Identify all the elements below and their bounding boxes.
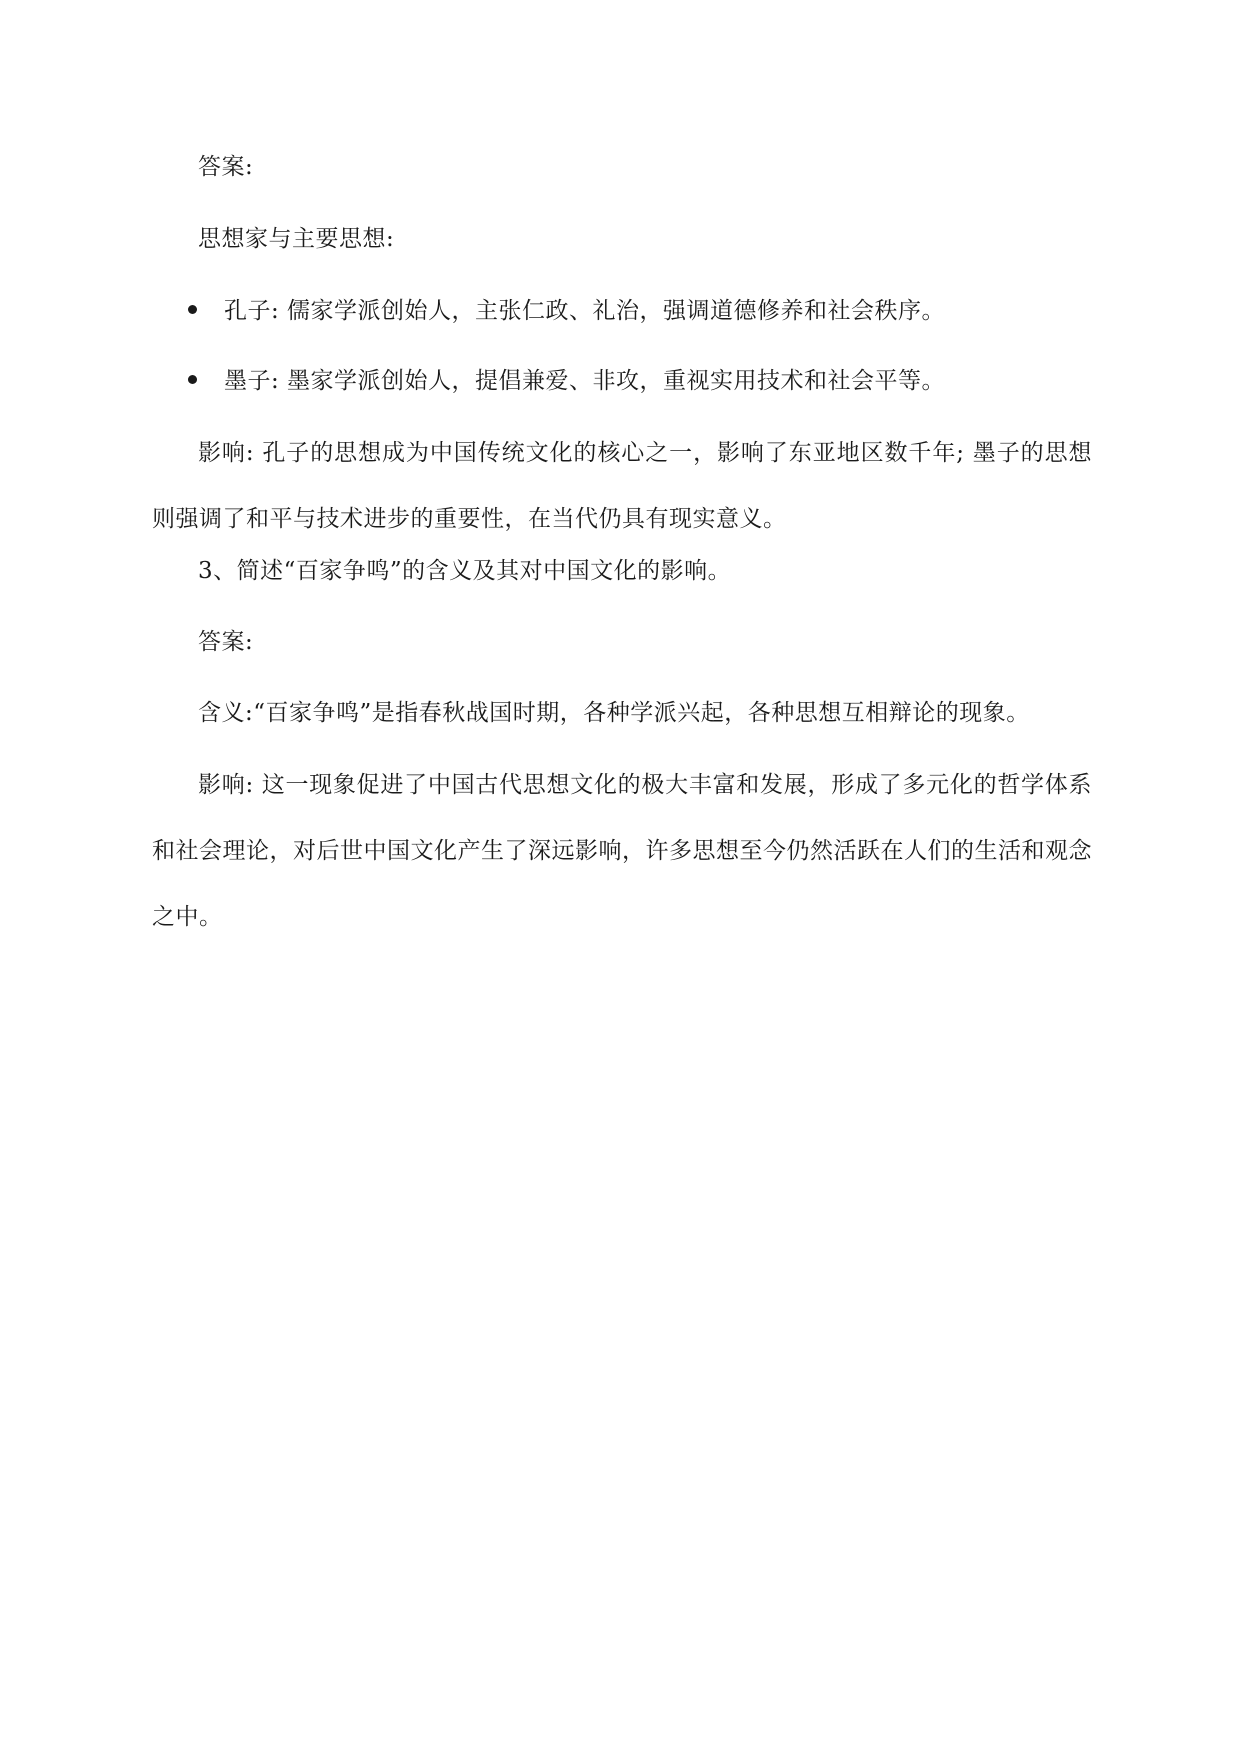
influence-paragraph: 影响: 孔子的思想成为中国传统文化的核心之一，影响了东亚地区数千年; 墨子的思想则强调了和平与技术进步的重要性，在当代仍具有现实意义。 [152,440,1092,532]
list-item-text: 墨子: 墨家学派创始人，提倡兼爱、非攻，重视实用技术和社会平等。 [224,368,946,394]
thinkers-heading: 思想家与主要思想: [198,226,395,252]
question-3: 3、简述“百家争鸣”的含义及其对中国文化的影响。 [198,558,732,584]
list-item-text: 孔子: 儒家学派创始人，主张仁政、礼治，强调道德修养和社会秩序。 [224,298,946,324]
answer-label: 答案: [198,154,254,180]
bullet-icon [188,375,197,384]
answer-label: 答案: [198,629,254,655]
influence-paragraph: 影响: 这一现象促进了中国古代思想文化的极大丰富和发展，形成了多元化的哲学体系和社会理论，对后世中国文化产生了深远影响，许多思想至今仍然活跃在人们的生活和观念之中。 [152,772,1092,930]
meaning-paragraph: 含义:“百家争鸣”是指春秋战国时期，各种学派兴起，各种思想互相辩论的现象。 [198,700,1030,726]
bullet-icon [188,305,197,314]
